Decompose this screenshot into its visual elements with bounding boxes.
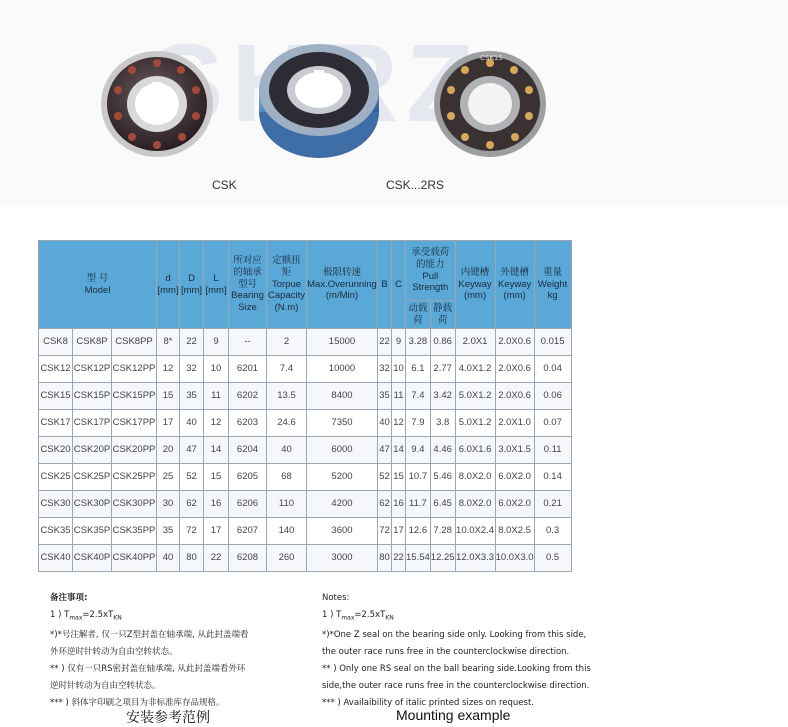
product-photo-area: [0, 0, 788, 205]
cell-keyway-inner: 10.0X2.4: [455, 518, 495, 545]
header-L: L [mm]: [204, 241, 229, 329]
cell-L: 12: [204, 410, 229, 437]
cell-D: 32: [180, 356, 204, 383]
cell-C: 17: [392, 518, 406, 545]
cell-model-pp: CSK8PP: [112, 329, 157, 356]
cell-max-speed: 8400: [307, 383, 378, 410]
cell-bearing-size: --: [229, 329, 267, 356]
cell-model: CSK40: [39, 545, 73, 572]
spec-table-body: [39, 329, 572, 572]
cell-D: 22: [180, 329, 204, 356]
cell-torque: 24.6: [267, 410, 307, 437]
cell-torque: 2: [267, 329, 307, 356]
cell-max-speed: 5200: [307, 464, 378, 491]
cell-model-pp: CSK15PP: [112, 383, 157, 410]
cell-torque: 140: [267, 518, 307, 545]
table-row: [39, 491, 572, 518]
cell-pull-static: 3.8: [430, 410, 455, 437]
header-D: D [mm]: [180, 241, 204, 329]
notes-english: [322, 590, 782, 712]
cell-D: 62: [180, 491, 204, 518]
cell-L: 9: [204, 329, 229, 356]
header-pull-static: 静载 荷: [430, 301, 455, 329]
table-row: [39, 410, 572, 437]
header-pull-dynamic: 动载 荷: [406, 301, 431, 329]
cell-d: 30: [157, 491, 180, 518]
table-row: [39, 356, 572, 383]
csk-2rs-bearing-photo: [254, 40, 384, 164]
cell-B: 32: [378, 356, 392, 383]
cell-model-pp: CSK25PP: [112, 464, 157, 491]
cell-keyway-inner: 4.0X1.2: [455, 356, 495, 383]
cell-C: 22: [392, 545, 406, 572]
cell-model: CSK15: [39, 383, 73, 410]
cell-B: 52: [378, 464, 392, 491]
cell-B: 62: [378, 491, 392, 518]
cell-keyway-outer: 2.0X0.6: [495, 383, 534, 410]
cell-pull-static: 6.45: [430, 491, 455, 518]
cell-model-pp: CSK20PP: [112, 437, 157, 464]
table-row: [39, 464, 572, 491]
header-keyway-inner: 内键槽 Keyway (mm): [455, 241, 495, 329]
caption-csk: CSK: [212, 178, 237, 192]
cell-bearing-size: 6202: [229, 383, 267, 410]
header-pull-strength: 承受载荷 的能力 Pull Strength: [406, 241, 456, 301]
cell-pull-static: 12.25: [430, 545, 455, 572]
notes-cn-line-4: ** ) 仅有一只RS密封盖在轴承端, 从此封盖端看外环: [50, 663, 246, 674]
cell-bearing-size: 6201: [229, 356, 267, 383]
cell-pull-dynamic: 11.7: [406, 491, 431, 518]
cell-model-p: CSK25P: [73, 464, 112, 491]
notes-cn-line-2: *)*号注解者, 仅一只Z型封盖在轴承端, 从此封盖端看: [50, 629, 249, 640]
cell-B: 22: [378, 329, 392, 356]
cell-D: 40: [180, 410, 204, 437]
cell-pull-static: 0.86: [430, 329, 455, 356]
cell-bearing-size: 6206: [229, 491, 267, 518]
cell-model: CSK25: [39, 464, 73, 491]
cell-model-pp: CSK12PP: [112, 356, 157, 383]
cell-pull-dynamic: 15.54: [406, 545, 431, 572]
cell-keyway-inner: 5.0X1.2: [455, 383, 495, 410]
cell-weight: 0.21: [534, 491, 571, 518]
header-d: d [mm]: [157, 241, 180, 329]
cell-weight: 0.5: [534, 545, 571, 572]
cell-model: CSK35: [39, 518, 73, 545]
header-C: C: [392, 241, 406, 329]
cell-d: 20: [157, 437, 180, 464]
header-torque-capacity: 定额扭 矩 Torpue Capacity (N.m): [267, 241, 307, 329]
cell-keyway-inner: 2.0X1: [455, 329, 495, 356]
cell-B: 72: [378, 518, 392, 545]
cell-C: 15: [392, 464, 406, 491]
cell-torque: 260: [267, 545, 307, 572]
cell-d: 35: [157, 518, 180, 545]
cell-model: CSK17: [39, 410, 73, 437]
cell-model-p: CSK15P: [73, 383, 112, 410]
cell-pull-static: 3.42: [430, 383, 455, 410]
cell-pull-dynamic: 7.9: [406, 410, 431, 437]
cell-C: 16: [392, 491, 406, 518]
notes-en-title: Notes:: [322, 593, 350, 603]
cell-model-p: CSK8P: [73, 329, 112, 356]
cell-pull-static: 7.28: [430, 518, 455, 545]
cell-keyway-outer: 3.0X1.5: [495, 437, 534, 464]
cell-d: 12: [157, 356, 180, 383]
cell-model-pp: CSK17PP: [112, 410, 157, 437]
cell-model-p: CSK35P: [73, 518, 112, 545]
cell-bearing-size: 6207: [229, 518, 267, 545]
cell-max-speed: 6000: [307, 437, 378, 464]
cell-C: 12: [392, 410, 406, 437]
cell-model-p: CSK30P: [73, 491, 112, 518]
cell-torque: 7.4: [267, 356, 307, 383]
cell-B: 47: [378, 437, 392, 464]
cell-pull-static: 2.77: [430, 356, 455, 383]
notes-chinese: [50, 590, 330, 712]
header-keyway-outer: 外键槽 Keyway (mm): [495, 241, 534, 329]
notes-en-line-3: the outer race runs free in the counterclockwise direction.: [322, 646, 570, 657]
cell-weight: 0.3: [534, 518, 571, 545]
cell-weight: 0.06: [534, 383, 571, 410]
cell-C: 11: [392, 383, 406, 410]
cell-d: 25: [157, 464, 180, 491]
cell-model: CSK30: [39, 491, 73, 518]
cell-bearing-size: 6204: [229, 437, 267, 464]
cell-bearing-size: 6203: [229, 410, 267, 437]
cell-C: 14: [392, 437, 406, 464]
cell-model-pp: CSK35PP: [112, 518, 157, 545]
bearing-stamp: CSK15: [480, 54, 503, 62]
cell-max-speed: 4200: [307, 491, 378, 518]
cell-D: 52: [180, 464, 204, 491]
cell-weight: 0.04: [534, 356, 571, 383]
cell-pull-dynamic: 12.6: [406, 518, 431, 545]
header-weight: 重量 Weight kg: [534, 241, 571, 329]
notes-en-line-5: side,the outer race runs free in the counterclockwise direction.: [322, 680, 590, 691]
cell-pull-dynamic: 6.1: [406, 356, 431, 383]
cell-B: 40: [378, 410, 392, 437]
notes-en-line-1: 1 ) $T_{max}=2.5xT_{KN}$: [322, 610, 394, 622]
cell-model-p: CSK12P: [73, 356, 112, 383]
cell-bearing-size: 6205: [229, 464, 267, 491]
header-model: 型 号 Model: [39, 241, 157, 329]
cell-C: 10: [392, 356, 406, 383]
cell-max-speed: 7350: [307, 410, 378, 437]
cell-max-speed: 15000: [307, 329, 378, 356]
table-row: [39, 437, 572, 464]
cell-d: 17: [157, 410, 180, 437]
cell-model-pp: CSK30PP: [112, 491, 157, 518]
cell-pull-static: 4.46: [430, 437, 455, 464]
mounting-example-cn: 安装参考范例: [126, 709, 210, 725]
cell-L: 16: [204, 491, 229, 518]
cell-L: 10: [204, 356, 229, 383]
cell-torque: 110: [267, 491, 307, 518]
notes-cn-line-3: 外环逆时针转动为自由空转状态。: [50, 646, 178, 657]
cell-max-speed: 10000: [307, 356, 378, 383]
table-row: [39, 329, 572, 356]
cell-keyway-inner: 8.0X2.0: [455, 464, 495, 491]
notes-cn-line-6: *** ) 斜体字印刷之项目为非标准库存品规格。: [50, 697, 225, 708]
cell-bearing-size: 6208: [229, 545, 267, 572]
cell-weight: 0.11: [534, 437, 571, 464]
cell-model-pp: CSK40PP: [112, 545, 157, 572]
cell-max-speed: 3000: [307, 545, 378, 572]
cell-keyway-outer: 6.0X2.0: [495, 464, 534, 491]
cell-pull-dynamic: 10.7: [406, 464, 431, 491]
cell-L: 22: [204, 545, 229, 572]
header-bearing-size: 所对应 的轴承 型号 Bearing Size: [229, 241, 267, 329]
header-B: B: [378, 241, 392, 329]
table-row: [39, 383, 572, 410]
cell-L: 17: [204, 518, 229, 545]
cell-keyway-outer: 8.0X2.5: [495, 518, 534, 545]
notes-en-line-4: ** ) Only one RS seal on the ball bearing side.Looking from this: [322, 663, 591, 674]
cell-L: 14: [204, 437, 229, 464]
cell-keyway-inner: 8.0X2.0: [455, 491, 495, 518]
cell-keyway-outer: 2.0X1.0: [495, 410, 534, 437]
cell-torque: 40: [267, 437, 307, 464]
notes-cn-title: 备注事项:: [50, 593, 88, 603]
cell-model-p: CSK20P: [73, 437, 112, 464]
cell-pull-dynamic: 7.4: [406, 383, 431, 410]
header-max-speed: 极限转速 Max.Overunning (m/Min): [307, 241, 378, 329]
cell-d: 8*: [157, 329, 180, 356]
cell-model: CSK12: [39, 356, 73, 383]
cell-torque: 68: [267, 464, 307, 491]
cell-model: CSK8: [39, 329, 73, 356]
notes-en-line-6: *** ) Availaibility of italic printed sizes on request.: [322, 697, 534, 708]
spec-table: [38, 240, 572, 572]
cell-C: 9: [392, 329, 406, 356]
cell-B: 35: [378, 383, 392, 410]
cell-weight: 0.07: [534, 410, 571, 437]
cell-L: 11: [204, 383, 229, 410]
csk15-bearing-photo: [430, 48, 550, 160]
table-row: [39, 518, 572, 545]
cell-keyway-inner: 5.0X1.2: [455, 410, 495, 437]
csk-bearing-photo: [98, 48, 216, 160]
cell-d: 40: [157, 545, 180, 572]
cell-keyway-outer: 2.0X0.6: [495, 329, 534, 356]
cell-model-p: CSK40P: [73, 545, 112, 572]
cell-keyway-inner: 6.0X1.6: [455, 437, 495, 464]
cell-D: 80: [180, 545, 204, 572]
cell-D: 35: [180, 383, 204, 410]
cell-L: 15: [204, 464, 229, 491]
cell-max-speed: 3600: [307, 518, 378, 545]
cell-model: CSK20: [39, 437, 73, 464]
notes-cn-line-1: 1 ) $T_{max}=2.5xT_{KN}$: [50, 610, 122, 622]
table-row: [39, 545, 572, 572]
cell-weight: 0.14: [534, 464, 571, 491]
cell-B: 80: [378, 545, 392, 572]
cell-torque: 13.5: [267, 383, 307, 410]
cell-pull-static: 5.46: [430, 464, 455, 491]
cell-keyway-inner: 12.0X3.3: [455, 545, 495, 572]
cell-D: 72: [180, 518, 204, 545]
caption-csk-2rs: CSK...2RS: [386, 178, 445, 192]
cell-pull-dynamic: 3.28: [406, 329, 431, 356]
notes-cn-line-5: 逆时针转动为自由空转状态。: [50, 680, 161, 691]
cell-weight: 0.015: [534, 329, 571, 356]
cell-d: 15: [157, 383, 180, 410]
cell-D: 47: [180, 437, 204, 464]
cell-model-p: CSK17P: [73, 410, 112, 437]
notes-en-line-2: *)*One Z seal on the bearing side only. Looking from this side,: [322, 629, 587, 640]
mounting-example-en: Mounting example: [396, 707, 511, 723]
cell-pull-dynamic: 9.4: [406, 437, 431, 464]
cell-keyway-outer: 10.0X3.0: [495, 545, 534, 572]
cell-keyway-outer: 2.0X0.6: [495, 356, 534, 383]
cell-keyway-outer: 6.0X2.0: [495, 491, 534, 518]
